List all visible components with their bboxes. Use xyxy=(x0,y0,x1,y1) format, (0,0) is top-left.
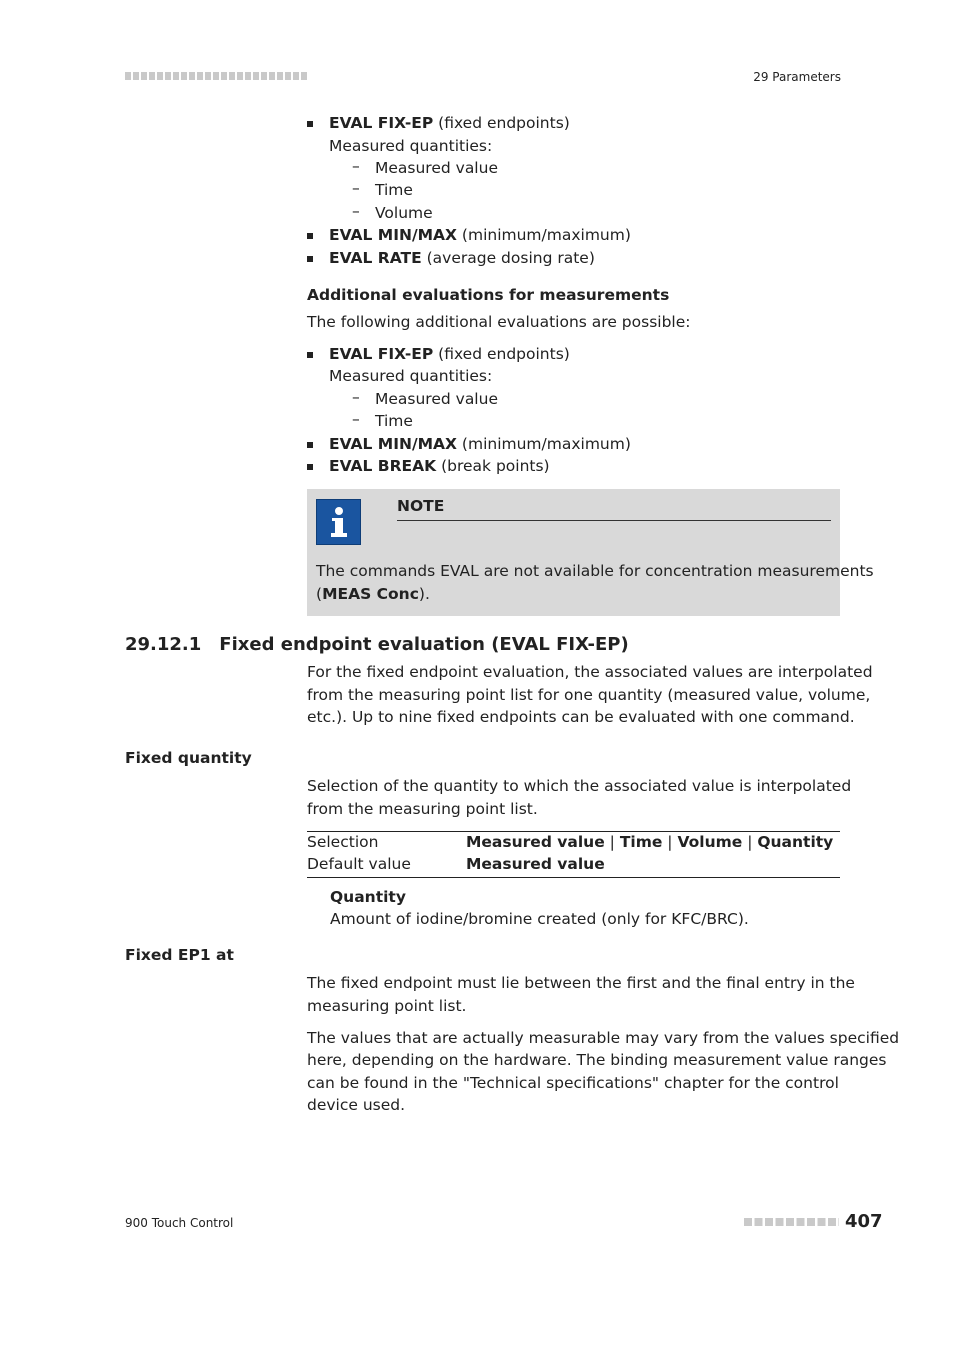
option-description xyxy=(330,887,850,933)
dash-marker: – xyxy=(352,202,360,220)
info-icon xyxy=(316,499,361,545)
dash-item: Measured value xyxy=(375,159,498,177)
para-line: The fixed endpoint must lie between the first and the final entry in the xyxy=(307,974,855,992)
fixed-quantity-description xyxy=(307,776,852,822)
note-divider xyxy=(397,520,831,521)
bullet xyxy=(307,442,313,448)
intro-text: The following additional evaluations are possible: xyxy=(307,313,691,331)
note-title: NOTE xyxy=(397,497,445,515)
dash-marker: – xyxy=(352,157,360,175)
dash-marker: – xyxy=(352,410,360,428)
evaluation-list xyxy=(307,113,847,273)
bullet xyxy=(307,464,313,470)
para-line: measuring point list. xyxy=(307,997,467,1015)
additional-evaluations xyxy=(307,285,847,485)
header-decoration xyxy=(125,72,307,80)
separator: | xyxy=(742,833,758,851)
item-desc: (fixed endpoints) xyxy=(433,114,570,132)
para-line: can be found in the "Technical specifications" chapter for the control xyxy=(307,1074,839,1092)
item-term: EVAL BREAK xyxy=(329,457,437,475)
table-label-selection: Selection xyxy=(307,833,379,851)
para-line: from the measuring point list. xyxy=(307,800,538,818)
list-item xyxy=(329,344,570,364)
list-item xyxy=(329,456,550,476)
list-item xyxy=(329,434,631,454)
fixed-ep1-note xyxy=(307,1028,900,1120)
dash-item: Time xyxy=(375,181,413,199)
option-name: Quantity xyxy=(330,888,406,906)
list-item xyxy=(329,113,570,133)
list-subtext: Measured quantities: xyxy=(329,137,493,155)
table-rule-bottom xyxy=(307,877,840,878)
para-line: The values that are actually measurable may vary from the values specified xyxy=(307,1029,900,1047)
parameter-heading-fixed-ep1: Fixed EP1 at xyxy=(125,946,234,964)
bullet xyxy=(307,121,313,127)
separator: | xyxy=(662,833,678,851)
item-desc: (break points) xyxy=(436,457,550,475)
item-term: EVAL MIN/MAX xyxy=(329,226,457,244)
parameter-table xyxy=(307,832,840,877)
fixed-ep1-description xyxy=(307,973,855,1019)
option-text: Amount of iodine/bromine created (only for KFC/BRC). xyxy=(330,910,749,928)
note-text-part: ( xyxy=(316,585,323,603)
para-line: from the measuring point list for one quantity (measured value, volume, xyxy=(307,686,871,704)
note-command: MEAS Conc xyxy=(322,585,419,603)
table-value-default: Measured value xyxy=(466,855,605,873)
item-desc: (minimum/maximum) xyxy=(457,435,631,453)
selection-option: Quantity xyxy=(757,833,834,851)
note-line: The commands EVAL are not available for concentration measurements xyxy=(316,562,874,580)
dash-item: Time xyxy=(375,412,413,430)
bullet xyxy=(307,233,313,239)
separator: | xyxy=(604,833,620,851)
para-line: etc.). Up to nine fixed endpoints can be evaluated with one command. xyxy=(307,708,855,726)
table-value-selection xyxy=(466,832,833,852)
bullet xyxy=(307,352,313,358)
list-subtext: Measured quantities: xyxy=(329,367,493,385)
para-line: For the fixed endpoint evaluation, the associated values are interpolated xyxy=(307,663,873,681)
footer-decoration xyxy=(744,1218,839,1226)
note-line xyxy=(316,584,430,604)
item-term: EVAL FIX-EP xyxy=(329,345,434,363)
item-term: EVAL MIN/MAX xyxy=(329,435,457,453)
selection-option: Volume xyxy=(677,833,743,851)
note-text-part: ). xyxy=(418,585,430,603)
selection-option: Measured value xyxy=(466,833,605,851)
dash-item: Measured value xyxy=(375,390,498,408)
section-title: 29.12.1 Fixed endpoint evaluation (EVAL FIX-EP) xyxy=(125,634,629,655)
note-text xyxy=(316,561,874,607)
section-paragraph xyxy=(307,662,873,730)
footer-product: 900 Touch Control xyxy=(125,1216,234,1230)
table-label-default: Default value xyxy=(307,855,411,873)
page-number: 407 xyxy=(845,1211,883,1232)
para-line: Selection of the quantity to which the associated value is interpolated xyxy=(307,777,852,795)
bullet xyxy=(307,256,313,262)
header-chapter: 29 Parameters xyxy=(753,70,841,84)
dash-item: Volume xyxy=(375,204,433,222)
para-line: device used. xyxy=(307,1096,406,1114)
list-item xyxy=(329,248,595,268)
list-item xyxy=(329,225,631,245)
item-desc: (minimum/maximum) xyxy=(457,226,631,244)
subheading: Additional evaluations for measurements xyxy=(307,286,670,304)
item-desc: (average dosing rate) xyxy=(421,249,595,267)
parameter-heading-fixed-quantity: Fixed quantity xyxy=(125,749,252,767)
selection-option: Time xyxy=(619,833,663,851)
item-term: EVAL RATE xyxy=(329,249,422,267)
para-line: here, depending on the hardware. The binding measurement value ranges xyxy=(307,1051,887,1069)
dash-marker: – xyxy=(352,179,360,197)
item-term: EVAL FIX-EP xyxy=(329,114,434,132)
dash-marker: – xyxy=(352,388,360,406)
item-desc: (fixed endpoints) xyxy=(433,345,570,363)
